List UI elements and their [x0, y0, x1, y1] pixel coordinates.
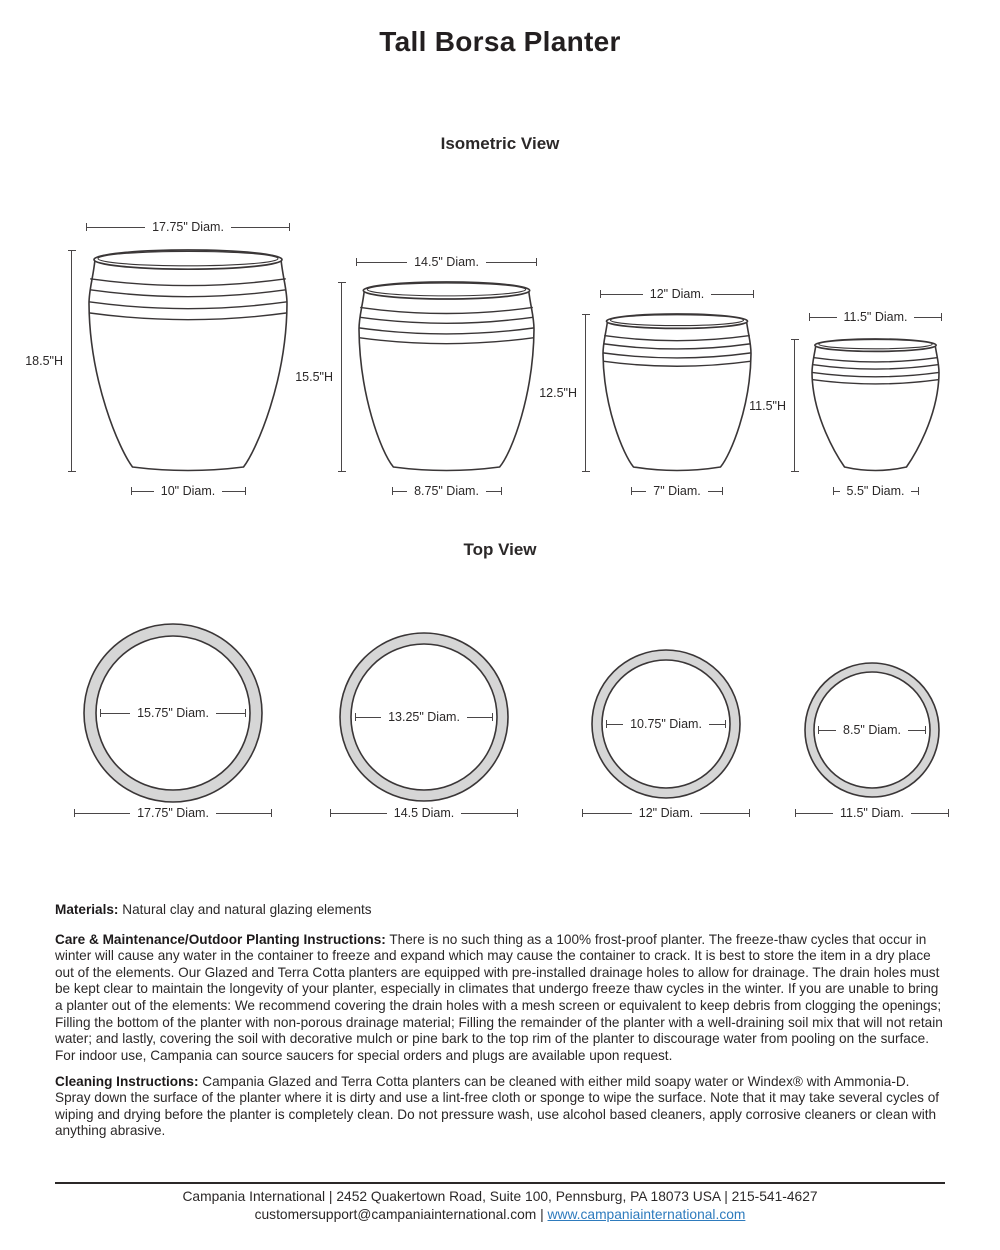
- planter-isometric-figure: [358, 280, 535, 474]
- circle-4-outer-diameter-dimension-line-right: [911, 813, 948, 814]
- planter-isometric-figure: [602, 312, 752, 474]
- circle-3-inner-diameter-dimension-line-left: [607, 724, 623, 725]
- pot-3-top-diameter-dimension-label: 12" Diam.: [649, 286, 705, 301]
- circle-4-outer-diameter-dimension-label: 11.5" Diam.: [840, 805, 904, 820]
- circle-3-outer-diameter-dimension-label: 12" Diam.: [638, 805, 694, 820]
- circle-3-inner-diameter-dimension-tick-right: [725, 720, 726, 728]
- pot-2-height-dimension-line: [341, 283, 342, 471]
- pot-3-height-dimension-label: 12.5"H: [539, 386, 577, 400]
- circle-3-inner-diameter-dimension: [606, 716, 726, 731]
- pot-1-top-diameter-dimension-label: 17.75" Diam.: [152, 219, 224, 234]
- circle-4-inner-diameter-dimension-label: 8.5" Diam.: [843, 722, 901, 737]
- isometric-view-heading: Isometric View: [440, 134, 560, 153]
- pot-2-height-dimension-label: 15.5"H: [295, 370, 333, 384]
- pot-2-top-diameter-dimension-label: 14.5" Diam.: [414, 254, 479, 269]
- circle-1-outer-diameter-dimension-line-right: [216, 813, 271, 814]
- pot-2-bottom-diameter-dimension-line-right: [486, 491, 501, 492]
- pot-3-height-dimension: [539, 314, 590, 472]
- pot-1-bottom-diameter-dimension-tick-right: [245, 487, 246, 495]
- pot-1-top-diameter-dimension: [86, 219, 290, 234]
- pot-3-bottom-diameter-dimension-label: 7" Diam.: [653, 483, 701, 498]
- pot-3-top-diameter-dimension-tick-right: [753, 290, 754, 298]
- circle-3-inner-diameter-dimension-line-right: [709, 724, 725, 725]
- circle-2-outer-diameter-dimension-tick-right: [517, 809, 518, 817]
- pot-2-bottom-diameter-dimension-tick-right: [501, 487, 502, 495]
- pot-3-height-dimension-tick-bottom: [582, 471, 590, 472]
- circle-3-outer-diameter-dimension-line-left: [583, 813, 632, 814]
- pot-4-height-dimension-line: [794, 340, 795, 471]
- footer-contact-line: [0, 1206, 1000, 1224]
- planter-drawing: [811, 337, 940, 474]
- circle-2-inner-diameter-dimension-line-left: [356, 717, 381, 718]
- circle-1-inner-diameter-dimension-label: 15.75" Diam.: [137, 705, 209, 720]
- materials-text: Natural clay and natural glazing elements: [118, 901, 372, 917]
- planter-drawing: [88, 248, 288, 474]
- pot-2-bottom-diameter-dimension-label: 8.75" Diam.: [414, 483, 479, 498]
- planter-isometric-figure: [811, 337, 940, 474]
- pot-3-height-dimension-line: [585, 315, 586, 471]
- pot-1-top-diameter-dimension-tick-right: [289, 223, 290, 231]
- pot-4-bottom-diameter-dimension: [833, 483, 919, 498]
- circle-2-outer-diameter-dimension: [330, 805, 518, 820]
- top-view-heading: Top View: [463, 540, 537, 559]
- pot-4-bottom-diameter-dimension-label: 5.5" Diam.: [846, 483, 905, 498]
- care-text: There is no such thing as a 100% frost-proof planter. The freeze-thaw cycles that occur in winter will cause any water in the container to freeze and expand which may cause the container to crack. It is best to store the item in a dry place out of the elements. Our Glazed and Terra Cotta planters are equipped with pre-installed drainage holes to allow for drainage. The drain holes must be kept clear to maintain the longevity of your planter, especially in climates that undergo freeze thaw cycles in the winter. If you are unable to bring a planter out of the elements: We recommend covering the drain holes with a mesh screen or equivalent to keep debris from clogging the openings; Filling the bottom of the planter with non-porous drainage material; Filling the remainder of the planter with a well-draining soil mix that will not retain water; and lastly, covering the soil with decorative mulch or pine bark to the top rim of the planter to discourage water from pooling on the surface. For indoor use, Campania can source saucers for special orders and plugs are available upon request.: [55, 931, 943, 1063]
- pot-1-height-dimension-label: 18.5"H: [25, 354, 63, 368]
- circle-4-outer-diameter-dimension-line-left: [796, 813, 833, 814]
- pot-4-top-diameter-dimension-line-left: [810, 317, 837, 318]
- circle-3-outer-diameter-dimension-tick-right: [749, 809, 750, 817]
- pot-3-top-diameter-dimension: [600, 286, 754, 301]
- pot-2-top-diameter-dimension-tick-right: [536, 258, 537, 266]
- planter-drawing: [358, 280, 535, 474]
- circle-1-inner-diameter-dimension-tick-right: [245, 709, 246, 717]
- pot-1-height-dimension-tick-bottom: [68, 471, 76, 472]
- planter-drawing: [602, 312, 752, 474]
- footer-separator: |: [536, 1207, 548, 1222]
- page-title: Tall Borsa Planter: [379, 26, 621, 57]
- cleaning-text: Campania Glazed and Terra Cotta planters can be cleaned with either mild soapy water or Windex® with Ammonia-D. Spray down the surface of the planter where it is dirty and use a lint-free cloth or sponge to wipe the surface. Note that it may take several cycles of wiping and drying before the planter is completely clean. Do not pressure wash, use alcohol based cleaners, apply corrosive cleaners or clean with anything abrasive.: [55, 1073, 940, 1139]
- footer-website-link[interactable]: www.campaniainternational.com: [547, 1207, 746, 1222]
- circle-2-inner-diameter-dimension-tick-right: [492, 713, 493, 721]
- pot-2-height-dimension-tick-bottom: [338, 471, 346, 472]
- circle-4-inner-diameter-dimension-tick-right: [925, 726, 926, 734]
- circle-4-outer-diameter-dimension: [795, 805, 949, 820]
- pot-2-bottom-diameter-dimension-line-left: [393, 491, 408, 492]
- pot-2-top-diameter-dimension: [356, 254, 537, 269]
- circle-1-outer-diameter-dimension-tick-right: [271, 809, 272, 817]
- pot-1-height-dimension: [25, 250, 76, 472]
- circle-2-outer-diameter-dimension-line-right: [461, 813, 517, 814]
- footer-address-line: Campania International | 2452 Quakertown Road, Suite 100, Pennsburg, PA 18073 USA | 215-541-4627: [182, 1189, 818, 1204]
- circle-1-inner-diameter-dimension-line-right: [216, 713, 245, 714]
- circle-2-inner-diameter-dimension-line-right: [467, 717, 492, 718]
- pot-4-top-diameter-dimension-tick-right: [941, 313, 942, 321]
- pot-3-top-diameter-dimension-line-right: [711, 294, 753, 295]
- circle-1-outer-diameter-dimension: [74, 805, 272, 820]
- pot-4-top-diameter-dimension: [809, 309, 942, 324]
- circle-2-inner-diameter-dimension: [355, 709, 493, 724]
- pot-1-bottom-diameter-dimension: [131, 483, 246, 498]
- materials-paragraph: [55, 902, 945, 919]
- circle-1-inner-diameter-dimension-line-left: [101, 713, 130, 714]
- circle-4-inner-diameter-dimension: [818, 722, 926, 737]
- pot-3-bottom-diameter-dimension-tick-right: [722, 487, 723, 495]
- pot-4-top-diameter-dimension-line-right: [914, 317, 941, 318]
- circle-1-outer-diameter-dimension-label: 17.75" Diam.: [137, 805, 209, 820]
- circle-3-inner-diameter-dimension-label: 10.75" Diam.: [630, 716, 702, 731]
- pot-1-height-dimension-line: [71, 251, 72, 471]
- pot-2-top-diameter-dimension-line-right: [486, 262, 536, 263]
- circle-2-inner-diameter-dimension-label: 13.25" Diam.: [388, 709, 460, 724]
- pot-2-bottom-diameter-dimension: [392, 483, 502, 498]
- care-paragraph: [55, 932, 945, 1065]
- footer-divider: [55, 1182, 945, 1184]
- circle-2-outer-diameter-dimension-label: 14.5 Diam.: [393, 805, 455, 820]
- pot-4-height-dimension: [749, 339, 799, 472]
- circle-1-outer-diameter-dimension-line-left: [75, 813, 130, 814]
- pot-1-bottom-diameter-dimension-label: 10" Diam.: [160, 483, 216, 498]
- footer-email: customersupport@campaniainternational.com: [254, 1207, 537, 1222]
- circle-4-inner-diameter-dimension-line-right: [908, 730, 925, 731]
- pot-1-bottom-diameter-dimension-line-left: [132, 491, 154, 492]
- pot-3-bottom-diameter-dimension-line-right: [708, 491, 722, 492]
- care-label: Care & Maintenance/Outdoor Planting Instructions:: [55, 931, 386, 947]
- circle-3-outer-diameter-dimension: [582, 805, 750, 820]
- pot-2-height-dimension: [295, 282, 346, 472]
- pot-1-bottom-diameter-dimension-line-right: [222, 491, 244, 492]
- circle-1-inner-diameter-dimension: [100, 705, 246, 720]
- cleaning-label: Cleaning Instructions:: [55, 1073, 199, 1089]
- circle-4-inner-diameter-dimension-line-left: [819, 730, 836, 731]
- pot-3-top-diameter-dimension-line-left: [601, 294, 643, 295]
- pot-4-top-diameter-dimension-label: 11.5" Diam.: [843, 309, 908, 324]
- pot-4-bottom-diameter-dimension-tick-right: [918, 487, 919, 495]
- circle-2-outer-diameter-dimension-line-left: [331, 813, 387, 814]
- pot-1-top-diameter-dimension-line-left: [87, 227, 145, 228]
- circle-3-outer-diameter-dimension-line-right: [700, 813, 749, 814]
- pot-3-bottom-diameter-dimension: [631, 483, 723, 498]
- planter-isometric-figure: [88, 248, 288, 474]
- circle-4-outer-diameter-dimension-tick-right: [948, 809, 949, 817]
- pot-3-bottom-diameter-dimension-line-left: [632, 491, 646, 492]
- materials-label: Materials:: [55, 901, 119, 917]
- pot-2-top-diameter-dimension-line-left: [357, 262, 407, 263]
- pot-4-height-dimension-label: 11.5"H: [749, 398, 786, 413]
- pot-1-top-diameter-dimension-line-right: [231, 227, 289, 228]
- pot-4-height-dimension-tick-bottom: [791, 471, 799, 472]
- cleaning-paragraph: [55, 1074, 945, 1140]
